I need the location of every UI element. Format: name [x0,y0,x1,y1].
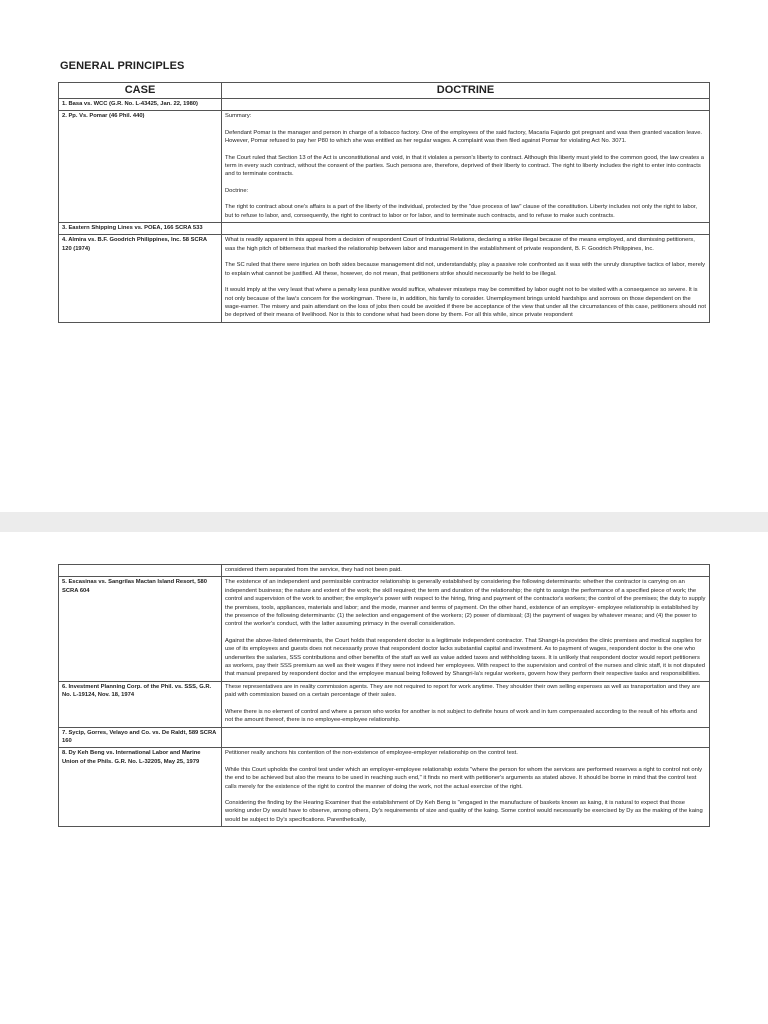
doctrine-paragraph: What is readily apparent in this appeal from a decision of respondent Court of Industrial Relations, declaring a strike illegal because of the means employed, and dismissing petitioners, was the high pitch of bitterness that marked the relationship between labor and management in the establishment of private respondent, B. F. Goodrich Philippines, Inc. [225,237,695,252]
doctrine-cell [222,748,710,827]
doctrine-column-header: DOCTRINE [222,83,710,99]
case-cell: 4. Almira vs. B.F. Goodrich Philippines, Inc. 58 SCRA 120 (1974) [59,235,222,322]
case-cell: 8. Dy Keh Beng vs. International Labor and Marine Union of the Phils. G.R. No. L-32205, May 25, 1979 [59,748,222,827]
table-row [59,577,710,681]
doctrine-cell [222,565,710,577]
doctrine-paragraph: The right to contract about one's affairs is a part of the liberty of the individual, protected by the "due process of law" clause of the constitution. Liberty includes not only the right to labor, but to refuse to labor, and, consequently, the right to contract to labor or for labor, and to terminate such contracts, and to refuse to make such contracts. [225,204,698,219]
doctrine-paragraph: The existence of an independent and permissible contractor relationship is generally established by considering the following determinants: whether the contractor is carrying on an independent business; the nature and extent of the work; the skill required; the term and duration of the relationship; the right to assign the performance of a specified piece of work; the control and supervision of the work to another; the employer's power with respect to the hiring, firing and payment of the contractor's workers; the control of the premises; the duty to supply the premises, tools, appliances, materials and labor; and the mode, manner and terms of payment. On the other hand, existence of an employer- employee relationship is established by the presence of the following determinants: (1) the selection and engagement of the workers; (2) power of dismissal; (3) the payment of wages by whatever means; and (4) the power to control the worker's conduct, with the latter assuming primacy in the overall consideration. [225,579,706,628]
doctrine-paragraph: The Court ruled that Section 13 of the Act is unconstitutional and void, in that it violates a person's liberty to contract. Although this liberty must yield to the common good, the law creates a term in every such contract, without the consent of the parties. Such persons are, therefore, deprived of their liberty to contract. The right to liberty includes the right to enter into contracts and to terminate contracts. [225,154,704,178]
doctrine-paragraph: These representatives are in reality commission agents. They are not required to report for work anytime. They shoulder their own selling expenses as well as transportation and they are paid with commission based on a certain percentage of their sales. [225,683,701,699]
cases-table [58,82,710,323]
case-column-header: CASE [59,83,222,99]
case-cell: 5. Escasinas vs. Sangrilas Mactan Island Resort, 580 SCRA 604 [59,577,222,681]
doctrine-paragraph: Considering the finding by the Hearing Examiner that the establishment of Dy Keh Beng is "engaged in the manufacture of baskets known as kaing, it is natural to expect that those working under Dy would have to observe, among others, Dy's requirements of size and quality of the kaing. Some control would necessarily be exercised by Dy as the making of the kaing would be subject to Dy's specifications. Parenthetically, [225,799,703,823]
doctrine-cell [222,577,710,681]
doctrine-paragraph: Defendant Pomar is the manager and person in charge of a tobacco factory. One of the employees of the said factory, Macaria Fajardo got pregnant and was then granted vacation leave. However, Pomar refused to pay her P80 to which she was entitled as her regular wages. A complaint was then filed against Pomar for violating Act No. 3071. [225,129,703,145]
table-row [59,748,710,827]
doctrine-paragraph: Petitioner really anchors his contention of the non-existence of employee-employer relationship on the control test. [225,750,518,757]
case-cell: 6. Investment Planning Corp. of the Phil. vs. SSS, G.R. No. L-19124, Nov. 18, 1974 [59,681,222,727]
doctrine-paragraph: Summary: [225,113,252,120]
doctrine-cell [222,235,710,322]
doctrine-paragraph: Where there is no element of control and where a person who works for another is not subject to definite hours of work and in turn compensated according to the result of his efforts and not the amount thereof, there is no employee-employee relationship. [225,708,697,724]
doctrine-cell [222,223,710,235]
case-cell: 1. Basa vs. WCC (G.R. No. L-43425, Jan. 22, 1980) [59,99,222,111]
case-cell: 7. Sycip, Gorres, Velayo and Co. vs. De Raldt, 589 SCRA 160 [59,727,222,748]
table-header-row [59,83,710,99]
doctrine-paragraph: The SC ruled that there were injuries on both sides because management did not, understandably, play a passive role confronted as it was with the unruly disruptive tactics of labor, merely to explain what cannot be justified. All these, however, do not mean, that petitioners strike should necessarily be held to be illegal. [225,262,706,277]
table-row [59,111,710,223]
case-cell [59,565,222,577]
table-row [59,565,710,577]
table-row [59,99,710,111]
case-cell: 3. Eastern Shipping Lines vs. POEA, 166 SCRA 533 [59,223,222,235]
doctrine-cell [222,99,710,111]
doctrine-cell [222,727,710,748]
doctrine-cell [222,111,710,223]
document-page-2 [0,532,768,1024]
table-row [59,235,710,322]
case-cell: 2. Pp. Vs. Pomar (46 Phil. 440) [59,111,222,223]
document-title: GENERAL PRINCIPLES [60,60,185,72]
doctrine-paragraph: It would imply at the very least that where a penalty less punitive would suffice, whatever missteps may be committed by labor ought not to be visited with a consequence so severe. It is not only because of the law's concern for the workingman. There is, in addition, his family to consider. Unemployment brings untold hardships and sorrows on those dependent on the wage-earner. The misery and pain attendant on the loss of jobs then could be avoided if there be acceptance of the view that under all the circumstances of this case, petitioners should not be deprived of their means of livelihood. Nor is this to condone what had been done by them. For all this while, since private respondent [225,287,707,319]
doctrine-paragraph: Doctrine: [225,187,249,194]
table-row [59,727,710,748]
doctrine-paragraph: While this Court upholds the control test under which an employer-employee relationship exists "where the person for whom the services are performed reserves a right to control not only the end to be achieved but also the means to be used in reaching such end," it finds no merit with petitioner's arguments as stated above. It should be borne in mind that the control test calls merely for the existence of the right to control the manner of doing the work, not the actual exercise of the right. [225,766,702,790]
table-row [59,223,710,235]
doctrine-cell [222,681,710,727]
doctrine-paragraph: Against the above-listed determinants, the Court holds that respondent doctor is a legitimate independent contractor. That Shangri-la provides the clinic premises and medical supplies for use of its employees and guests does not necessarily prove that respondent doctor lacks substantial capital and investment. As to payment of wages, respondent doctor is the one who underwrites the salaries, SSS contributions and other benefits of the staff as well as value added taxes and withholding taxes. It is unlikely that respondent doctor would report petitioners as workers, pay their SSS premium as well as their wages if they were not indeed her employees. With respect to the supervision and control of the nurses and clinic staff, it is not disputed that manual prepared by respondent doctor and the employee manual being followed by Shangri-la's regular workers, govern how they perform their respective tasks and responsibilities. [225,637,705,678]
doctrine-paragraph: considered them separated from the service, they had not been paid. [225,567,402,573]
cases-table-continued [58,564,710,827]
table-row [59,681,710,727]
